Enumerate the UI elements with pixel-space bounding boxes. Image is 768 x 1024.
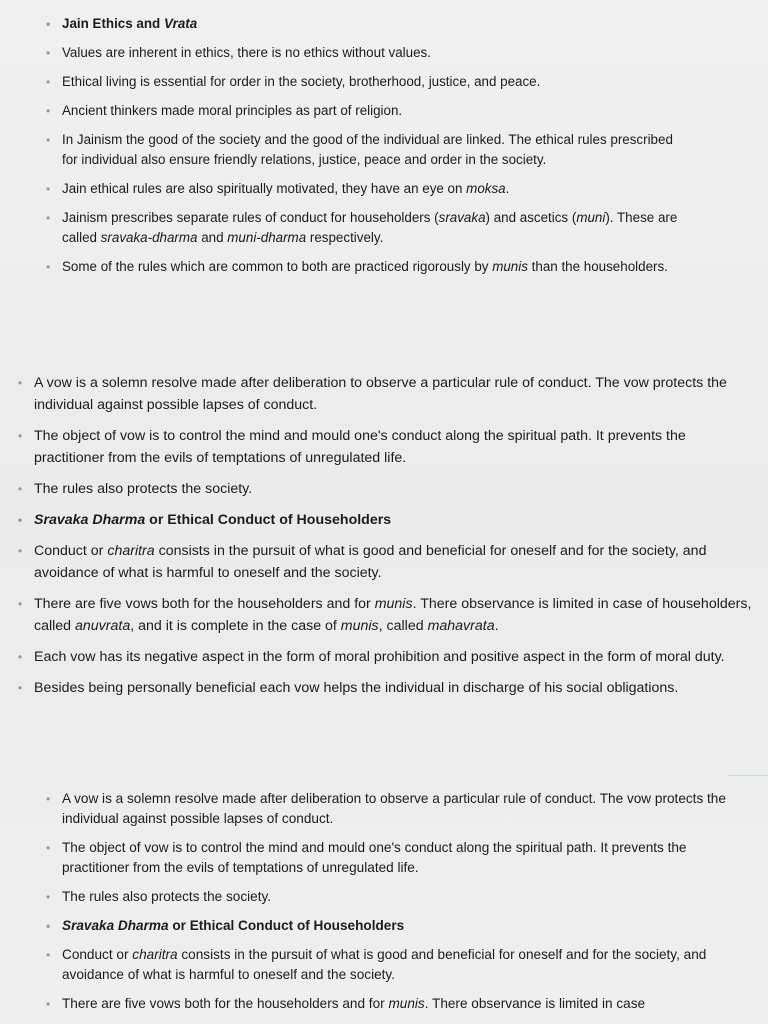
list-item-sravaka: • Jainism prescribes separate rules of conduct for householders (sravaka) and ascetics (muni). These are called sravaka-dharma and muni-dharma respectively.	[46, 210, 678, 245]
bullet: •	[46, 46, 51, 60]
bullet: •	[18, 376, 23, 390]
bullet: •	[18, 597, 23, 611]
list-item: • There are five vows both for the householders and for munis. There observance is limited in case of householders, called anuvrata, and it is complete in the case of munis, called mahavrata.	[18, 593, 758, 637]
bullet: •	[18, 681, 23, 695]
bullet: •	[18, 650, 23, 664]
list-item: • In Jainism the good of the society and the good of the individual are linked. The ethical rules prescribed for individual also ensure friendly relations, justice, peace and order in the society.	[46, 132, 673, 167]
bullet: •	[46, 75, 51, 89]
list-item: • The object of vow is to control the mind and mould one's conduct along the spiritual path. It prevents the practitioner from the evils of temptations of unregulated life.	[46, 840, 687, 875]
bullet: •	[46, 104, 51, 118]
heading-sravaka-dharma: • Sravaka Dharma or Ethical Conduct of Householders	[18, 509, 758, 531]
bullet: •	[18, 429, 23, 443]
list-item: • Besides being personally beneficial each vow helps the individual in discharge of his social obligations.	[18, 677, 758, 699]
list-item: • Values are inherent in ethics, there is no ethics without values.	[46, 43, 686, 63]
section-vows-repeat	[46, 789, 736, 1023]
list-item: • Ethical living is essential for order in the society, brotherhood, justice, and peace.	[46, 72, 686, 92]
list-item: • The rules also protects the society.	[18, 478, 758, 500]
bullet: •	[46, 133, 51, 147]
list-item: • Conduct or charitra consists in the pursuit of what is good and beneficial for oneself and for the society, and avoidance of what is harmful to oneself and the society.	[46, 947, 707, 982]
bullet: •	[46, 919, 51, 933]
list-item: • A vow is a solemn resolve made after deliberation to observe a particular rule of conduct. The vow protects the individual against possible lapses of conduct.	[18, 372, 758, 416]
list-item: • Each vow has its negative aspect in the form of moral prohibition and positive aspect in the form of moral duty.	[18, 646, 758, 668]
heading-jain-ethics: • Jain Ethics and Vrata	[46, 14, 686, 34]
list-item: • The object of vow is to control the mind and mould one's conduct along the spiritual path. It prevents the practitioner from the evils of temptations of unregulated life.	[18, 425, 758, 469]
list-item: • A vow is a solemn resolve made after deliberation to observe a particular rule of conduct. The vow protects the individual against possible lapses of conduct.	[46, 791, 726, 826]
bullet: •	[46, 17, 51, 31]
bullet: •	[46, 997, 51, 1011]
list-item-common: • Some of the rules which are common to both are practiced rigorously by munis than the householders.	[46, 257, 686, 277]
bullet: •	[46, 792, 51, 806]
list-item: • Conduct or charitra consists in the pursuit of what is good and beneficial for oneself and for the society, and avoidance of what is harmful to oneself and the society.	[18, 540, 758, 584]
bullet: •	[46, 948, 51, 962]
heading-sravaka-dharma: • Sravaka Dharma or Ethical Conduct of Householders	[46, 916, 736, 936]
bullet: •	[46, 890, 51, 904]
bullet: •	[46, 211, 51, 225]
bullet: •	[46, 182, 51, 196]
list-item-moksa: • Jain ethical rules are also spiritually motivated, they have an eye on moksa.	[46, 179, 686, 199]
bullet: •	[18, 544, 23, 558]
list-item: • Ancient thinkers made moral principles as part of religion.	[46, 101, 686, 121]
bullet: •	[18, 513, 23, 527]
divider-line	[728, 775, 768, 776]
bullet: •	[46, 841, 51, 855]
list-item: • The rules also protects the society.	[46, 887, 736, 907]
section-vows-large	[18, 372, 758, 708]
list-item: • There are five vows both for the householders and for munis. There observance is limited in case	[46, 994, 736, 1014]
bullet: •	[18, 482, 23, 496]
bullet: •	[46, 260, 51, 274]
section-jain-ethics	[46, 14, 686, 286]
